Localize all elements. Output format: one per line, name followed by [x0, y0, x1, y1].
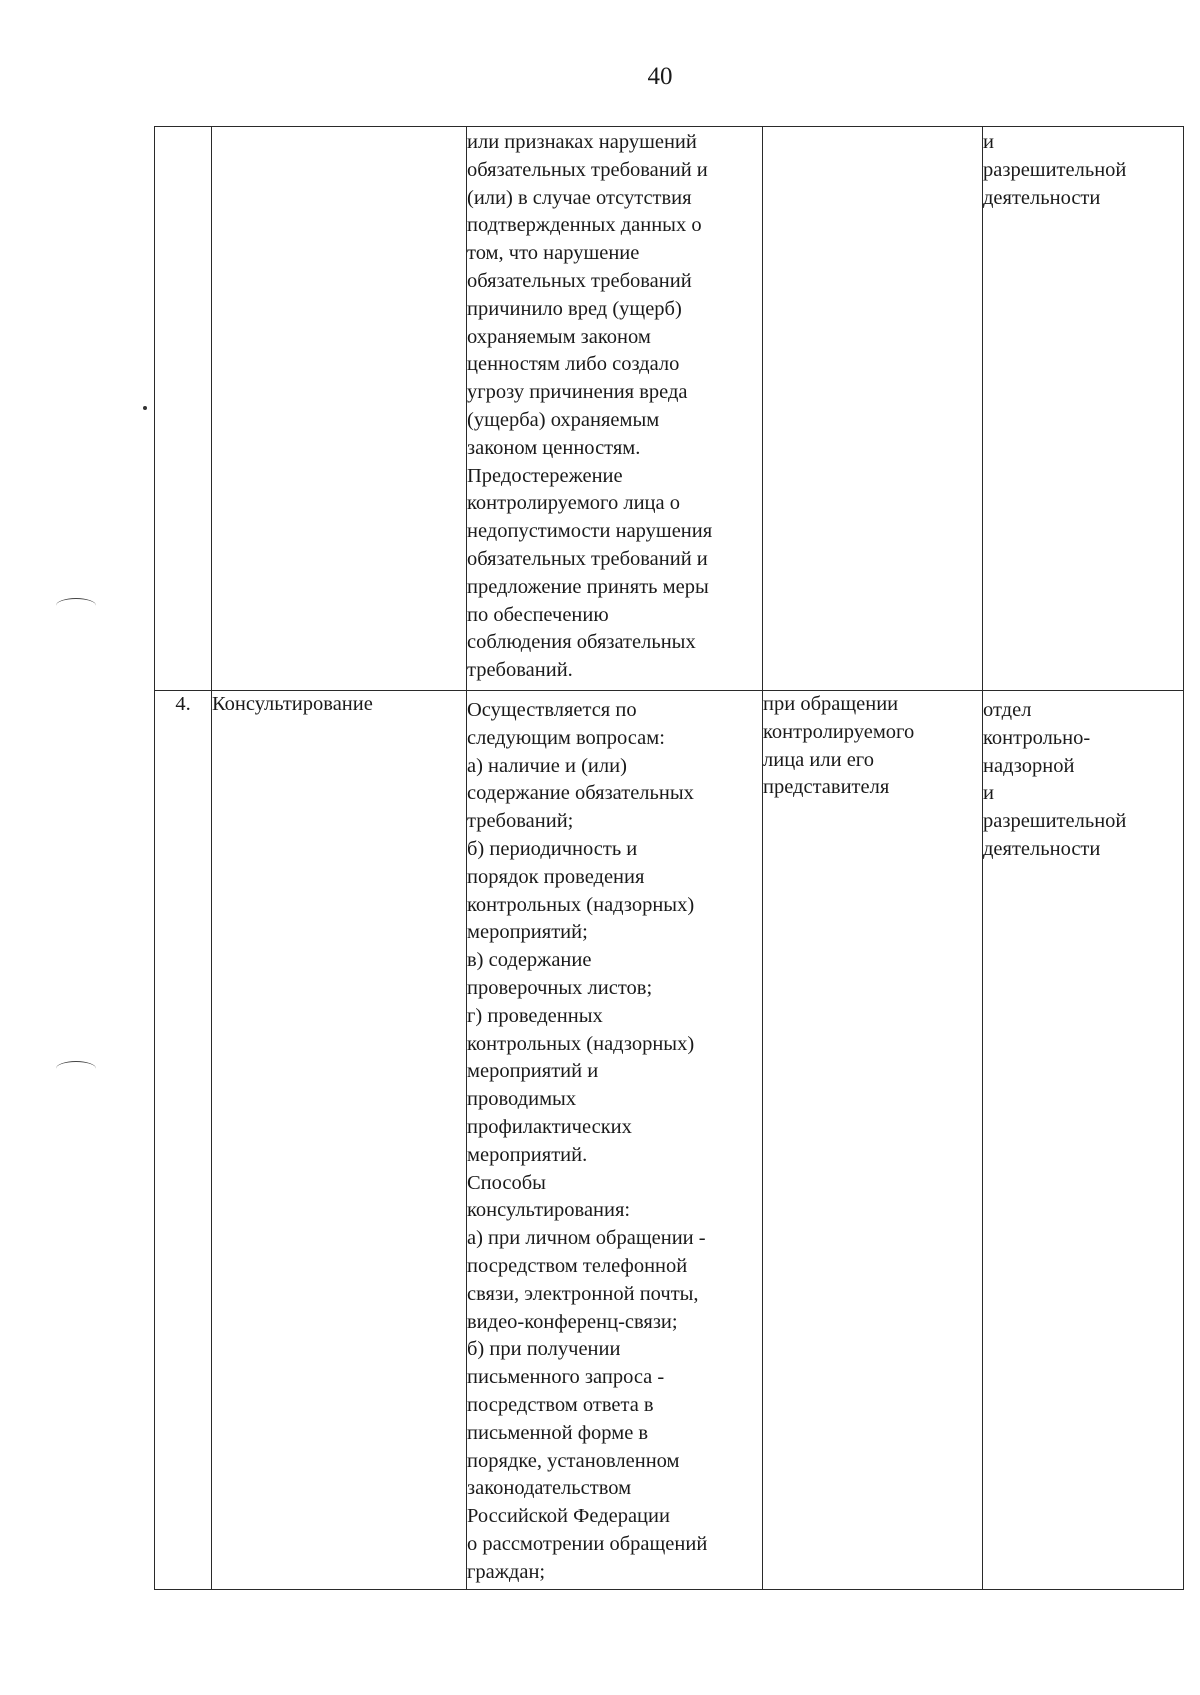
cell-number [155, 127, 212, 691]
measures-table [154, 126, 1184, 1590]
binder-hole-mark [56, 598, 96, 613]
table-row [155, 127, 1184, 691]
cell-measure-name: Консультирование [212, 691, 467, 1590]
cell-measure-name [212, 127, 467, 691]
binder-hole-mark [56, 1061, 96, 1076]
cell-frequency [763, 127, 983, 691]
scan-dot [143, 406, 147, 410]
table-row [155, 691, 1184, 1590]
cell-number: 4. [155, 691, 212, 1590]
cell-responsible: и разрешительной деятельности [983, 127, 1184, 691]
cell-responsible: отдел контрольно- надзорной и разрешительной деятельности [983, 691, 1184, 1590]
page-number: 40 [647, 63, 673, 90]
cell-description: Осуществляется по следующим вопросам: а) наличие и (или) содержание обязательных требований; б) периодичность и порядок проведения контрольных (надзорных) мероприятий; в) содержание проверочных листов; г) проведенных контрольных (надзорных) мероприятий и проводимых профилактических мероприятий. Способы консультирования: а) при личном обращении - посредством телефонной связи, электронной почты, видео-конференц-связи; б) при получении письменного запроса - посредством ответа в письменной форме в порядке, установленном законодательством Российской Федерации о рассмотрении обращений граждан; [467, 691, 763, 1590]
cell-description: или признаках нарушений обязательных требований и (или) в случае отсутствия подтвержденных данных о том, что нарушение обязательных требований причинило вред (ущерб) охраняемым законом ценностям либо создало угрозу причинения вреда (ущерба) охраняемым законом ценностям. Предостережение контролируемого лица о недопустимости нарушения обязательных требований и предложение принять меры по обеспечению соблюдения обязательных требований. [467, 127, 763, 691]
cell-frequency: при обращении контролируемого лица или его представителя [763, 691, 983, 1590]
